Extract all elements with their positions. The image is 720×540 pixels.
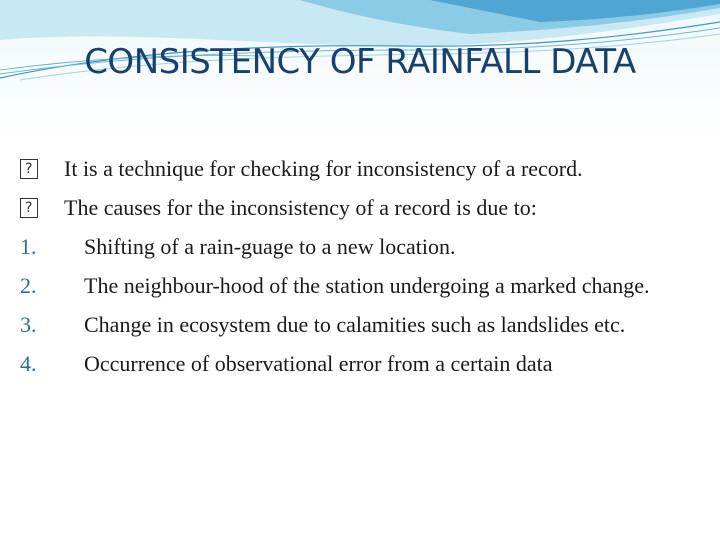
numbered-item: [20, 232, 654, 262]
bullet-text: The causes for the inconsistency of a record is due to:: [64, 195, 537, 220]
item-text: The neighbour-hood of the station undergoing a marked change.: [84, 273, 650, 298]
bullet-icon: [20, 198, 38, 218]
bullet-item: [20, 193, 654, 223]
bullet-text: It is a technique for checking for inconsistency of a record.: [64, 156, 583, 181]
slide-body: [20, 154, 654, 388]
item-number: 2.: [20, 273, 37, 298]
item-text: Occurrence of observational error from a certain data: [84, 351, 553, 376]
item-number: 4.: [20, 351, 37, 376]
numbered-item: [20, 271, 654, 301]
bullet-item: [20, 154, 654, 184]
bullet-icon: [20, 159, 38, 179]
numbered-item: [20, 310, 654, 340]
slide-title: CONSISTENCY OF RAINFALL DATA: [84, 42, 636, 82]
item-text: Change in ecosystem due to calamities such as landslides etc.: [84, 312, 626, 337]
numbered-item: [20, 349, 654, 379]
item-text: Shifting of a rain-guage to a new location.: [84, 234, 456, 259]
item-number: 3.: [20, 312, 37, 337]
item-number: 1.: [20, 234, 37, 259]
